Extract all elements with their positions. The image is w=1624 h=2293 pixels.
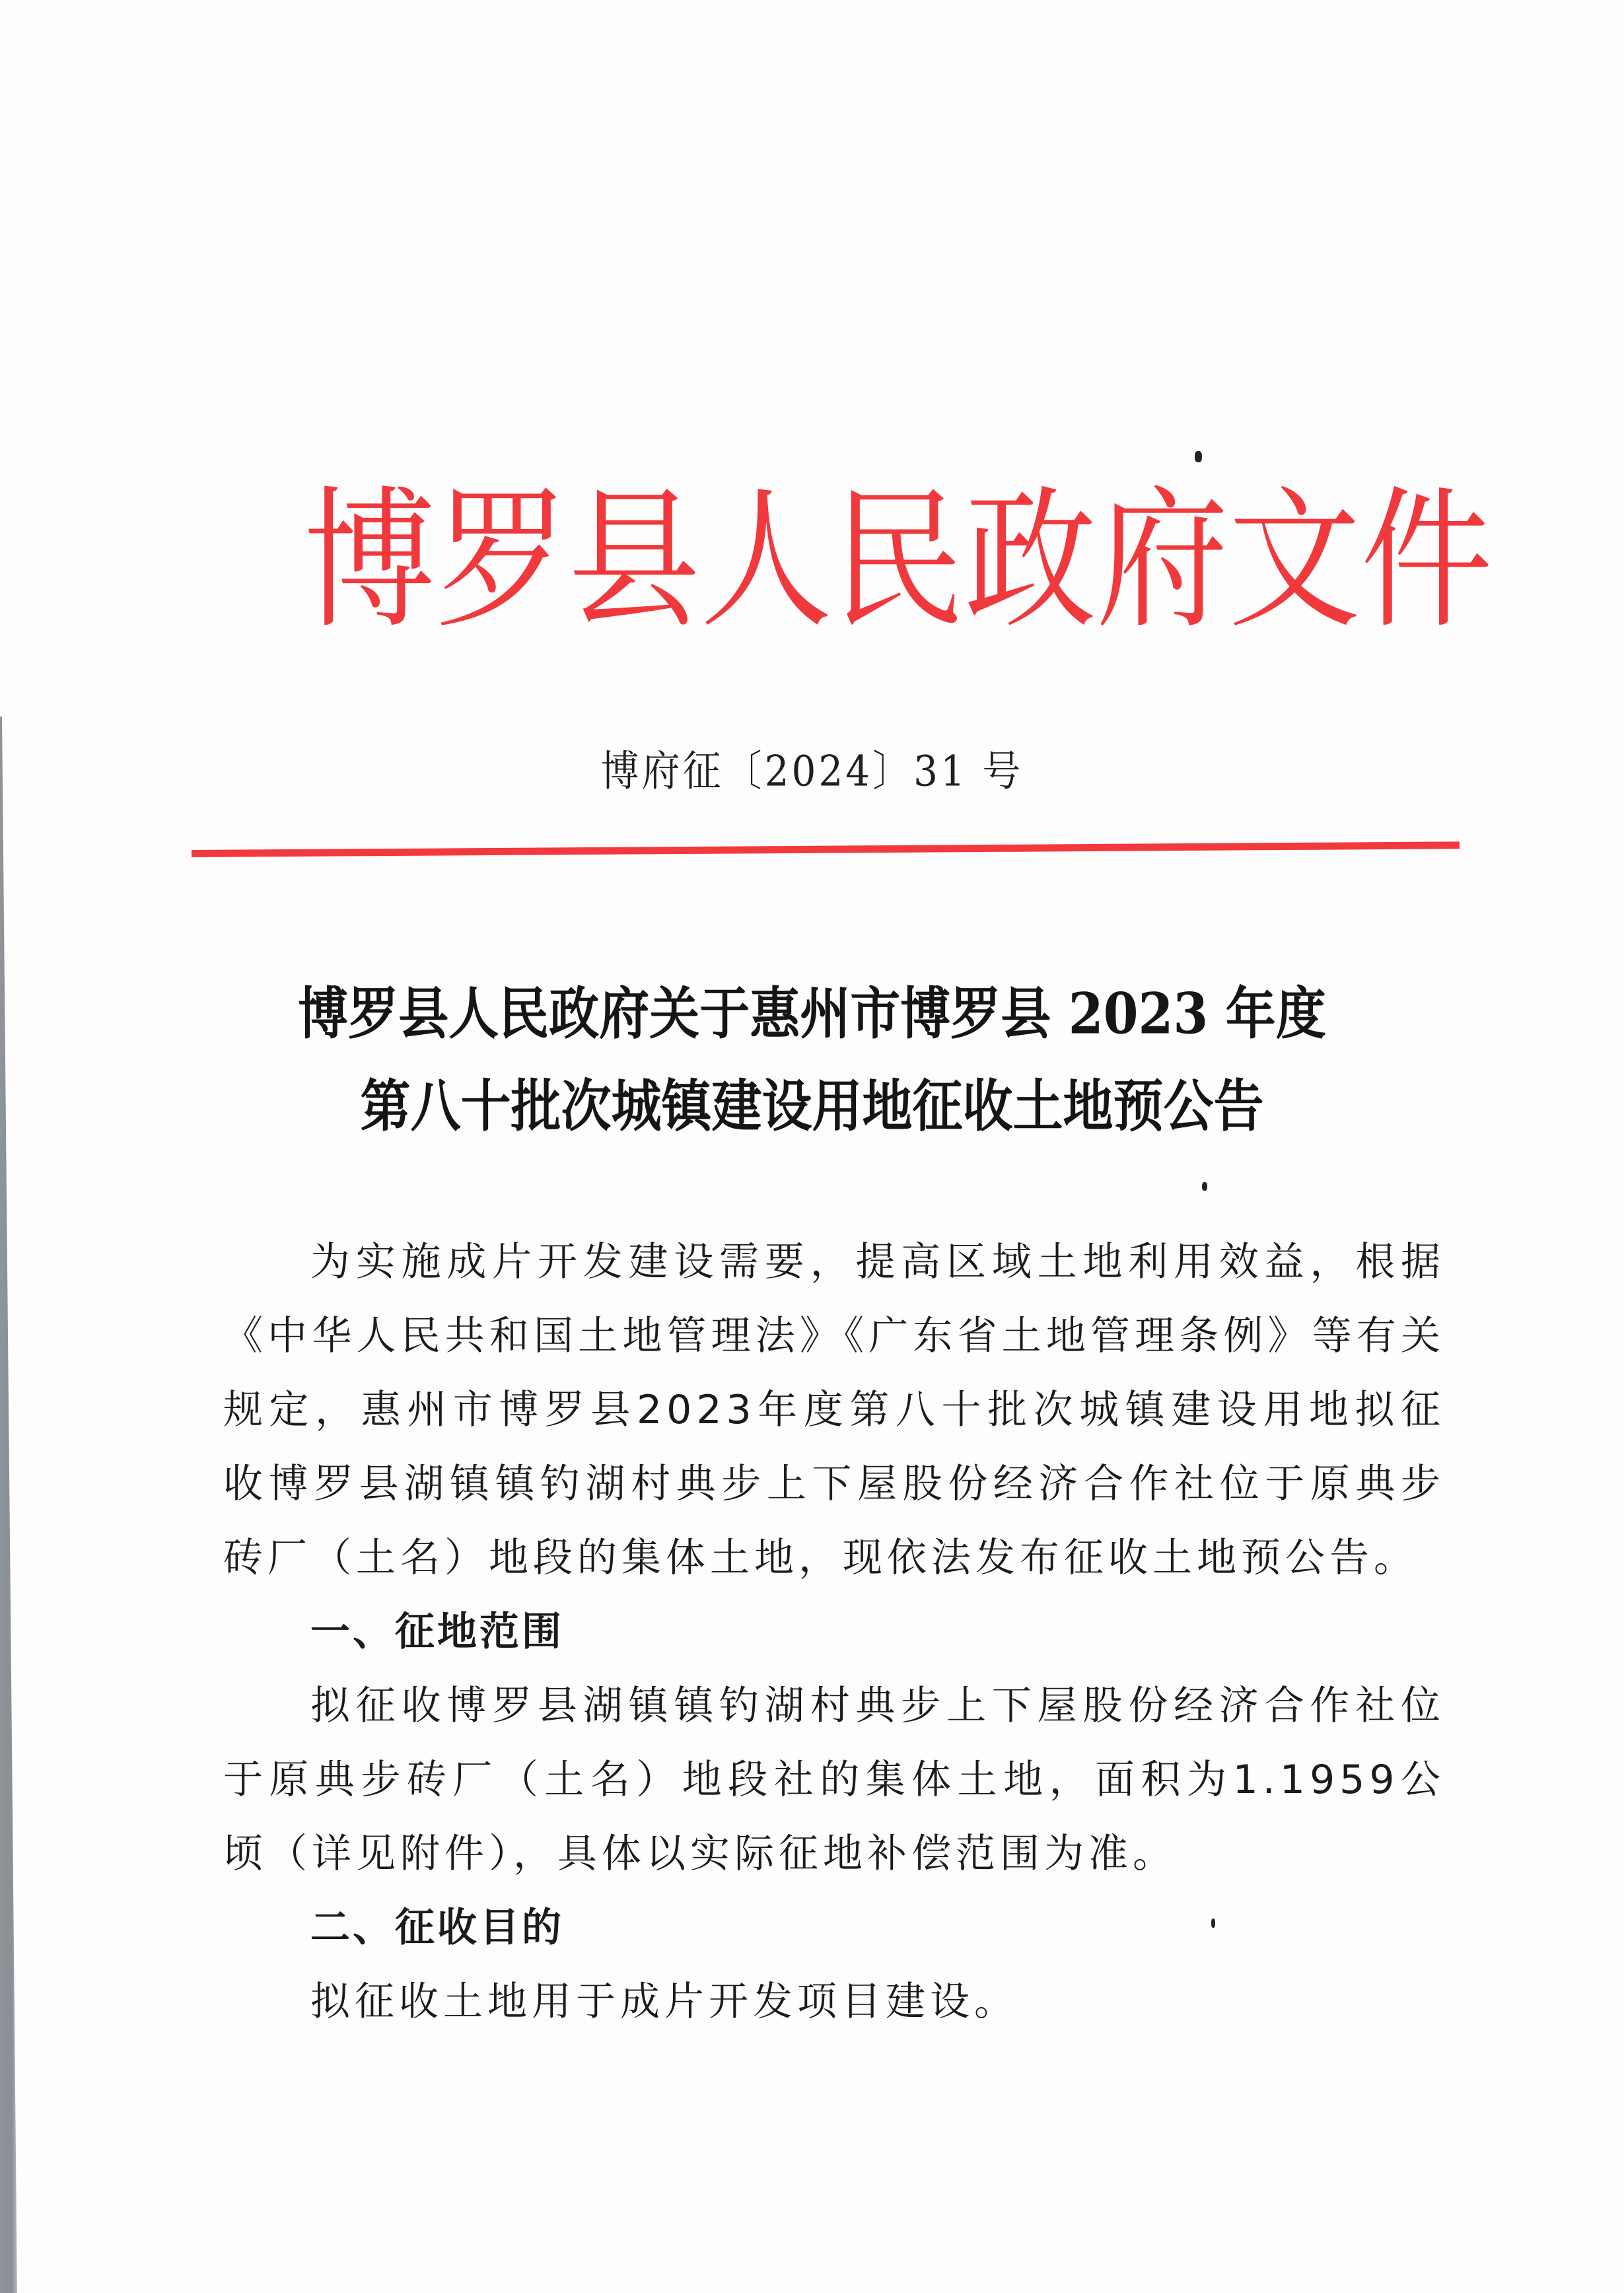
masthead-char: 人 <box>700 472 833 650</box>
masthead-char: 政 <box>964 472 1097 650</box>
document-title <box>0 968 1624 1152</box>
masthead-char: 县 <box>568 472 701 650</box>
masthead-char: 博 <box>304 472 437 650</box>
section-text-scope: 拟征收博罗县湖镇镇钓湖村典步上下屋股份经济合作社位于原典步砖厂（土名）地段社的集体土地，面积为1.1959公顷（详见附件），具体以实际征地补偿范围为准。 <box>223 1683 1445 1877</box>
section-text-purpose: 拟征收土地用于成片开发项目建设。 <box>310 1979 1018 2025</box>
title-line-1: 博罗县人民政府关于惠州市博罗县 2023 年度 <box>298 981 1326 1047</box>
masthead-char: 文 <box>1228 472 1361 650</box>
title-line-2: 第八十批次城镇建设用地征收土地预公告 <box>360 1073 1264 1139</box>
masthead-char: 民 <box>832 472 965 650</box>
intro-paragraph: 为实施成片开发建设需要，提高区域土地利用效益，根据《中华人民共和国土地管理法》《广东省土地管理条例》等有关规定，惠州市博罗县2023年度第八十批次城镇建设用地拟征收博罗县湖镇镇钓湖村典步上下屋股份经济合作社位于原典步砖厂（土名）地段的集体土地，现依法发布征收土地预公告。 <box>223 1239 1445 1581</box>
document-number: 博府征〔2024〕31 号 <box>600 746 1024 796</box>
masthead-char: 罗 <box>436 472 569 650</box>
document-body <box>223 1225 1445 2039</box>
masthead-char: 府 <box>1096 472 1229 650</box>
masthead-title <box>304 459 1493 664</box>
scan-speck <box>1202 1182 1207 1191</box>
scanner-edge-shadow <box>0 717 17 2293</box>
masthead-char: 件 <box>1360 472 1493 650</box>
section-heading-purpose: 二、征收目的 <box>310 1905 564 1951</box>
section-heading-scope: 一、征地范围 <box>310 1609 564 1655</box>
red-divider-line <box>192 841 1460 857</box>
